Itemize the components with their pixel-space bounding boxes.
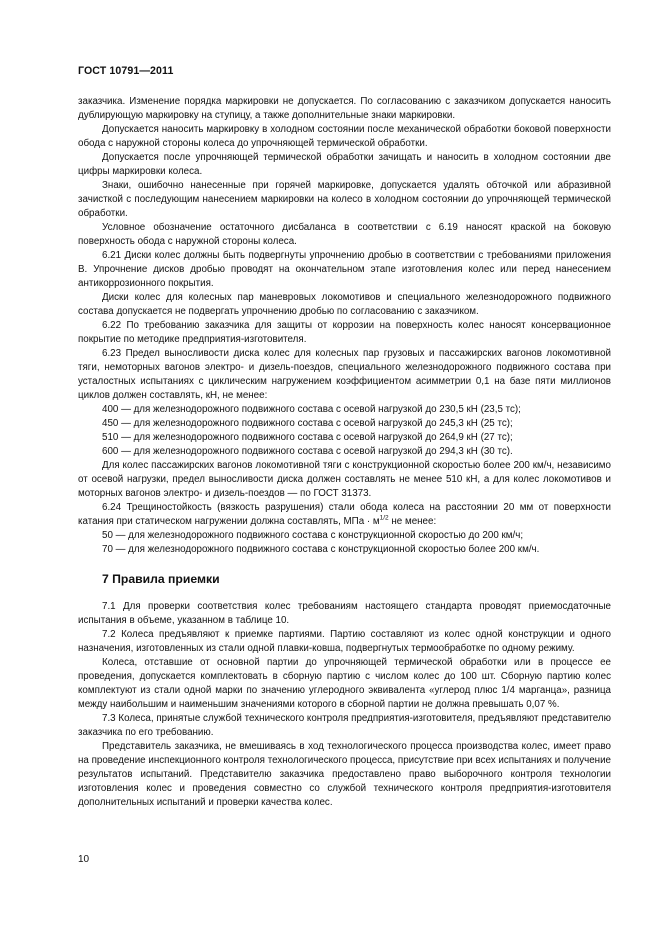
running-header: ГОСТ 10791—2011 xyxy=(78,65,174,77)
body-text xyxy=(78,95,611,810)
paragraph: Допускается после упрочняющей термической обработки зачищать и наносить в холодном состоянии две цифры маркировки колеса. xyxy=(78,152,611,177)
clause-6-22: 6.22 По требованию заказчика для защиты от коррозии на поверхность колес наносят консервационное покрытие по методике предприятия-изготовителя. xyxy=(78,320,611,345)
clause-7-2: 7.2 Колеса предъявляют к приемке партиями. Партию составляют из колес одной конструкции и одного назначения, изготовленных из стали одной плавки-ковша, подвергнутых термообработке по одному режиму. xyxy=(78,629,611,654)
paragraph: Представитель заказчика, не вмешиваясь в ход технологического процесса производства колес, имеет право на проведение инспекционного контроля технологического процесса, присутствие при всех испытаниях и получение результатов испытаний. Представителю заказчика предоставлено право выборочного контроля технологии изготовления колес и проведения совместно со службой технического контроля предприятия-изготовителя дополнительных испытаний и проверки качества колес. xyxy=(78,741,611,808)
clause-6-23: 6.23 Предел выносливости диска колес для колесных пар грузовых и пассажирских вагонов локомотивной тяги, немоторных вагонов электро- и дизель-поездов, специального железнодорожного подвижного состава при усталостных испытаниях с циклическим нагружением коэффициентом асимметрии 0,1 на базе пяти миллионов циклов должен составлять, кН, не менее: xyxy=(78,348,611,401)
clause-6-24-text: 6.24 Трещиностойкость (вязкость разрушения) стали обода колеса на расстоянии 20 мм от поверхности катания при статическом нагружении должна составлять, МПа · м xyxy=(78,502,611,527)
clause-6-24-tail: не менее: xyxy=(388,516,437,527)
paragraph: Колеса, отставшие от основной партии до упрочняющей термической обработки или в процессе ее проведения, допускается комплектовать в сборную партию с числом колес до 100 шт. Сборную партию колес комплектуют из стали одной марки по значению углеродного эквивалента «углерод плюс 1/4 марганца», разница между наибольшим и наименьшим значениями которого в сборной партии не должна превышать 0,07 %. xyxy=(78,657,611,710)
list-item: 450 — для железнодорожного подвижного состава с осевой нагрузкой до 245,3 кН (25 тс); xyxy=(102,418,513,429)
list-item: 50 — для железнодорожного подвижного состава с конструкционной скоростью до 200 км/ч; xyxy=(102,530,524,541)
paragraph-continuation: заказчика. Изменение порядка маркировки не допускается. По согласованию с заказчиком допускается наносить дублирующую маркировку на ступицу, а также дополнительные знаки маркировки. xyxy=(78,96,611,121)
paragraph: Знаки, ошибочно нанесенные при горячей маркировке, допускается удалять обточкой или абразивной зачисткой с последующим нанесением маркировки на колесо в холодном состоянии до упрочняющей термической обработки. xyxy=(78,180,611,219)
list-item: 70 — для железнодорожного подвижного состава с конструкционной скоростью более 200 км/ч. xyxy=(102,544,540,555)
clause-7-1: 7.1 Для проверки соответствия колес требованиям настоящего стандарта проводят приемосдаточные испытания в объеме, указанном в таблице 10. xyxy=(78,601,611,626)
list-item: 400 — для железнодорожного подвижного состава с осевой нагрузкой до 230,5 кН (23,5 тс); xyxy=(102,404,521,415)
list-item: 600 — для железнодорожного подвижного состава с осевой нагрузкой до 294,3 кН (30 тс). xyxy=(102,446,513,457)
clause-6-21: 6.21 Диски колес должны быть подвергнуты упрочнению дробью в соответствии с требованиями приложения В. Упрочнение дисков дробью проводят на окончательном этапе изготовления колес или перед нанесением антикоррозионного покрытия. xyxy=(78,250,611,289)
paragraph: Допускается наносить маркировку в холодном состоянии после механической обработки боковой поверхности обода с наружной стороны колеса до упрочняющей термической обработки. xyxy=(78,124,611,149)
paragraph: Для колес пассажирских вагонов локомотивной тяги с конструкционной скоростью более 200 км/ч, независимо от осевой нагрузки, предел выносливости диска должен составлять не менее 510 кН, а для колес локомотивов и моторных вагонов электро- и дизель-поездов — по ГОСТ 31373. xyxy=(78,460,611,499)
exponent: 1/2 xyxy=(379,514,389,522)
page-number: 10 xyxy=(78,854,90,865)
clause-7-3: 7.3 Колеса, принятые службой технического контроля предприятия-изготовителя, предъявляют представителю заказчика по его требованию. xyxy=(78,713,611,738)
paragraph: Условное обозначение остаточного дисбаланса в соответствии с 6.19 наносят краской на боковую поверхность обода с наружной стороны колеса. xyxy=(78,222,611,247)
clause-6-24 xyxy=(78,501,611,529)
section-heading: 7 Правила приемки xyxy=(102,572,220,586)
paragraph: Диски колес для колесных пар маневровых локомотивов и специального железнодорожного подвижного состава допускается не подвергать упрочнению дробью по согласованию с заказчиком. xyxy=(78,292,611,317)
list-item: 510 — для железнодорожного подвижного состава с осевой нагрузкой до 264,9 кН (27 тс); xyxy=(102,432,513,443)
